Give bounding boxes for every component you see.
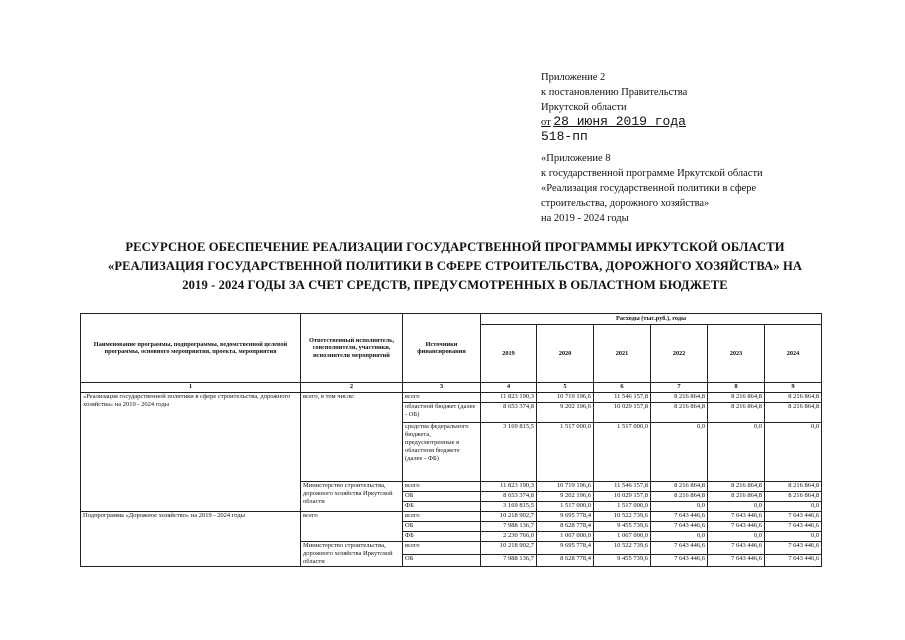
value-cell: 11 823 190,3 — [481, 482, 537, 492]
value-cell: 8 216 864,8 — [651, 403, 708, 423]
source-cell: ОБ — [403, 554, 481, 567]
attachment-line: на 2019 - 2024 годы — [541, 213, 629, 224]
source-cell: ФБ — [403, 502, 481, 512]
value-cell: 8 216 864,8 — [765, 403, 822, 423]
value-cell: 7 643 446,6 — [765, 554, 822, 567]
value-cell: 7 643 446,6 — [765, 522, 822, 532]
index-cell: 3 — [403, 383, 481, 393]
source-cell: ОБ — [403, 522, 481, 532]
value-cell: 0,0 — [765, 423, 822, 482]
executor-cell: Министерство строительства, дорожного хозяйства Иркутской области — [301, 542, 403, 567]
value-cell: 0,0 — [651, 502, 708, 512]
value-cell: 9 455 739,6 — [594, 522, 651, 532]
header-year: 2019 — [481, 325, 537, 383]
value-cell: 7 988 136,7 — [481, 522, 537, 532]
header-row — [81, 314, 822, 325]
value-cell: 11 546 157,8 — [594, 393, 651, 403]
value-cell: 7 643 446,6 — [708, 512, 765, 522]
attachment-line: к постановлению Правительства — [541, 87, 688, 98]
value-cell: 0,0 — [708, 423, 765, 482]
value-cell: 0,0 — [765, 532, 822, 542]
value-cell: 7 643 446,6 — [651, 522, 708, 532]
resource-table — [80, 313, 822, 567]
attachment-date — [541, 115, 841, 130]
value-cell: 8 216 864,8 — [651, 393, 708, 403]
value-cell: 8 216 864,8 — [765, 393, 822, 403]
table-row — [81, 512, 822, 522]
source-cell: всего — [403, 393, 481, 403]
value-cell: 7 643 446,6 — [765, 542, 822, 555]
attachment-line: «Реализация государственной политики в сфере — [541, 183, 757, 194]
value-cell: 0,0 — [708, 532, 765, 542]
index-cell: 5 — [537, 383, 594, 393]
date-prefix: от — [541, 117, 551, 128]
index-cell: 6 — [594, 383, 651, 393]
value-cell: 10 719 196,6 — [537, 393, 594, 403]
value-cell: 0,0 — [651, 532, 708, 542]
value-cell: 2 230 766,0 — [481, 532, 537, 542]
source-cell: областной бюджет (далее - ОБ) — [403, 403, 481, 423]
value-cell: 0,0 — [765, 502, 822, 512]
index-row — [81, 383, 822, 393]
header-year: 2024 — [765, 325, 822, 383]
value-cell: 1 517 000,0 — [594, 423, 651, 482]
date-value: 28 июня 2019 года — [553, 114, 686, 129]
value-cell: 8 216 864,8 — [708, 403, 765, 423]
value-cell: 3 169 815,5 — [481, 423, 537, 482]
attachment-line: к государственной программе Иркутской области — [541, 168, 763, 179]
index-cell: 4 — [481, 383, 537, 393]
value-cell: 10 522 739,6 — [594, 512, 651, 522]
value-cell: 8 216 864,8 — [651, 492, 708, 502]
value-cell: 8 216 864,8 — [651, 482, 708, 492]
source-cell: ФБ — [403, 532, 481, 542]
source-cell: всего — [403, 542, 481, 555]
value-cell: 9 455 739,6 — [594, 554, 651, 567]
value-cell: 1 517 000,0 — [537, 502, 594, 512]
header-name: Наименование программы, подпрограммы, ведомственной целевой программы, основного мероприятия, проекта, мероприятия — [81, 314, 301, 383]
value-cell: 7 643 446,6 — [708, 522, 765, 532]
value-cell: 7 643 446,6 — [651, 512, 708, 522]
program-name: «Реализация государственной политики в сфере строительства, дорожного хозяйства» на 2019 - 2024 годы — [81, 393, 301, 512]
attachment-block — [541, 70, 841, 226]
value-cell: 1 517 000,0 — [537, 423, 594, 482]
header-executor: Ответственный исполнитель, соисполнители, участники, исполнители мероприятий — [301, 314, 403, 383]
value-cell: 9 695 778,4 — [537, 512, 594, 522]
value-cell: 7 643 446,6 — [708, 542, 765, 555]
value-cell: 1 517 000,0 — [594, 502, 651, 512]
title-line: «РЕАЛИЗАЦИЯ ГОСУДАРСТВЕННОЙ ПОЛИТИКИ В СФЕРЕ СТРОИТЕЛЬСТВА, ДОРОЖНОГО ХОЗЯЙСТВА» НА — [107, 259, 803, 273]
header-expenses: Расходы (тыс.руб.), годы — [481, 314, 822, 325]
value-cell: 8 216 864,8 — [708, 482, 765, 492]
header-year: 2022 — [651, 325, 708, 383]
source-cell: всего — [403, 482, 481, 492]
index-cell: 1 — [81, 383, 301, 393]
title-line: 2019 - 2024 ГОДЫ ЗА СЧЕТ СРЕДСТВ, ПРЕДУСМОТРЕННЫХ В ОБЛАСТНОМ БЮДЖЕТЕ — [182, 278, 728, 292]
header-year: 2020 — [537, 325, 594, 383]
value-cell: 7 643 446,6 — [651, 554, 708, 567]
header-source: Источники финансирования — [403, 314, 481, 383]
value-cell: 10 522 739,6 — [594, 542, 651, 555]
value-cell: 11 546 157,8 — [594, 482, 651, 492]
value-cell: 10 029 157,8 — [594, 492, 651, 502]
attachment-line: Иркутской области — [541, 102, 627, 113]
value-cell: 10 218 902,7 — [481, 542, 537, 555]
value-cell: 8 216 864,8 — [765, 492, 822, 502]
executor-cell: всего — [301, 512, 403, 542]
value-cell: 9 695 778,4 — [537, 542, 594, 555]
value-cell: 7 643 446,6 — [651, 542, 708, 555]
value-cell: 11 823 190,3 — [481, 393, 537, 403]
value-cell: 10 719 196,6 — [537, 482, 594, 492]
executor-cell: Министерство строительства, дорожного хозяйства Иркутской области — [301, 482, 403, 512]
index-cell: 9 — [765, 383, 822, 393]
index-cell: 8 — [708, 383, 765, 393]
index-cell: 7 — [651, 383, 708, 393]
value-cell: 8 216 864,8 — [708, 393, 765, 403]
value-cell: 8 653 374,8 — [481, 403, 537, 423]
value-cell: 7 988 136,7 — [481, 554, 537, 567]
value-cell: 9 202 196,6 — [537, 492, 594, 502]
title-line: РЕСУРСНОЕ ОБЕСПЕЧЕНИЕ РЕАЛИЗАЦИИ ГОСУДАРСТВЕННОЙ ПРОГРАММЫ ИРКУТСКОЙ ОБЛАСТИ — [125, 240, 785, 254]
document-number: 518-пп — [541, 129, 588, 144]
source-cell: всего — [403, 512, 481, 522]
value-cell: 7 643 446,6 — [708, 554, 765, 567]
document-title — [60, 238, 850, 295]
value-cell: 1 067 000,0 — [537, 532, 594, 542]
value-cell: 9 202 196,6 — [537, 403, 594, 423]
attachment-line: Приложение 2 — [541, 72, 606, 83]
value-cell: 0,0 — [708, 502, 765, 512]
value-cell: 3 169 815,5 — [481, 502, 537, 512]
executor-cell: всего, в том числе: — [301, 393, 403, 482]
value-cell: 8 628 778,4 — [537, 522, 594, 532]
subprogram-name: Подпрограмма «Дорожное хозяйство» на 2019 - 2024 годы — [81, 512, 301, 567]
value-cell: 0,0 — [651, 423, 708, 482]
value-cell: 1 067 000,0 — [594, 532, 651, 542]
header-year: 2023 — [708, 325, 765, 383]
value-cell: 8 216 864,8 — [765, 482, 822, 492]
attachment-line: строительства, дорожного хозяйства» — [541, 198, 710, 209]
attachment-line: «Приложение 8 — [541, 153, 611, 164]
header-year: 2021 — [594, 325, 651, 383]
value-cell: 10 218 902,7 — [481, 512, 537, 522]
source-cell: средства федерального бюджета, предусмотренные в областном бюджете (далее - ФБ) — [403, 423, 481, 482]
value-cell: 8 628 778,4 — [537, 554, 594, 567]
index-cell: 2 — [301, 383, 403, 393]
table-row — [81, 393, 822, 403]
value-cell: 10 029 157,8 — [594, 403, 651, 423]
value-cell: 8 216 864,8 — [708, 492, 765, 502]
value-cell: 7 643 446,6 — [765, 512, 822, 522]
value-cell: 8 653 374,8 — [481, 492, 537, 502]
source-cell: ОБ — [403, 492, 481, 502]
